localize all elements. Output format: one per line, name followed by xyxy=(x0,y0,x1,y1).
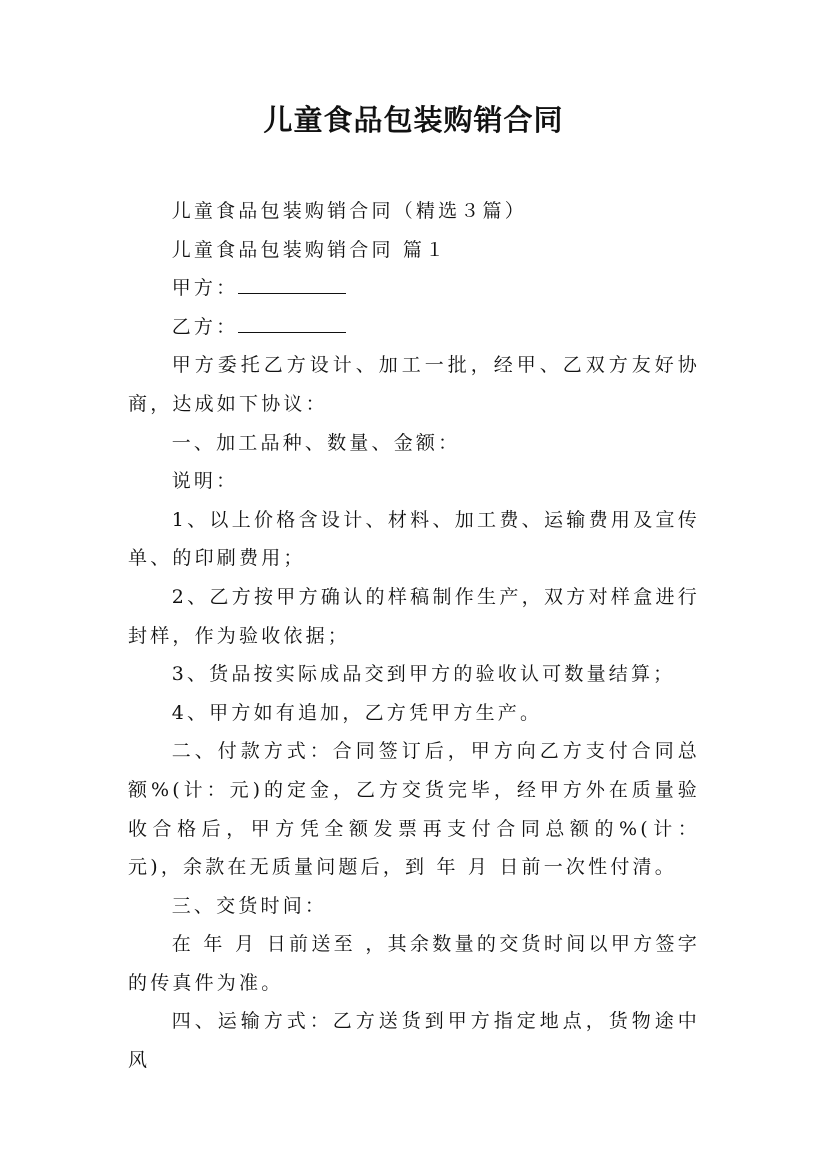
paragraph-note-4: 4、甲方如有追加，乙方凭甲方生产。 xyxy=(171,701,543,724)
paragraph-note-3: 3、货品按实际成品交到甲方的验收认可数量结算； xyxy=(171,663,676,686)
paragraph-section-2: 二、付款方式：合同签订后，甲方向乙方支付合同总额%(计：元)的定金，乙方交货完毕，经甲方外在质量验收合格后，甲方凭全额发票再支付合同总额的%(计：元)，余款在无质量问题后，到 年 月 日前一次性付清。 xyxy=(128,740,700,879)
paragraph-part-heading: 儿童食品包装购销合同 篇１ xyxy=(171,238,448,261)
paragraph-intro: 儿童食品包装购销合同（精选３篇） xyxy=(171,200,527,222)
party-a-blank-line xyxy=(238,273,346,294)
party-a-label: 甲方： xyxy=(171,277,239,300)
paragraph-party-b xyxy=(128,308,700,347)
party-b-label: 乙方： xyxy=(171,315,239,338)
paragraph-section-3: 三、交货时间： xyxy=(171,894,328,917)
document-body xyxy=(128,192,700,1080)
paragraph-note-1: 1、以上价格含设计、材料、加工费、运输费用及宣传单、的印刷费用； xyxy=(128,508,700,570)
paragraph-party-a xyxy=(128,269,700,308)
paragraph-delivery: 在 年 月 日前送至 ，其余数量的交货时间以甲方签字的传真件为准。 xyxy=(128,933,700,994)
paragraph-note-2: 2、乙方按甲方确认的样稿制作生产，双方对样盒进行封样，作为验收依据； xyxy=(128,585,700,647)
party-b-blank-line xyxy=(238,312,346,333)
paragraph-note: 说明： xyxy=(171,470,239,493)
paragraph-preamble: 甲方委托乙方设计、加工一批，经甲、乙双方友好协商，达成如下协议： xyxy=(128,354,700,415)
paragraph-section-4: 四、运输方式：乙方送货到甲方指定地点，货物途中风 xyxy=(128,1010,700,1072)
document-title: 儿童食品包装购销合同 xyxy=(263,103,564,137)
paragraph-section-1: 一、加工品种、数量、金额： xyxy=(171,431,461,454)
